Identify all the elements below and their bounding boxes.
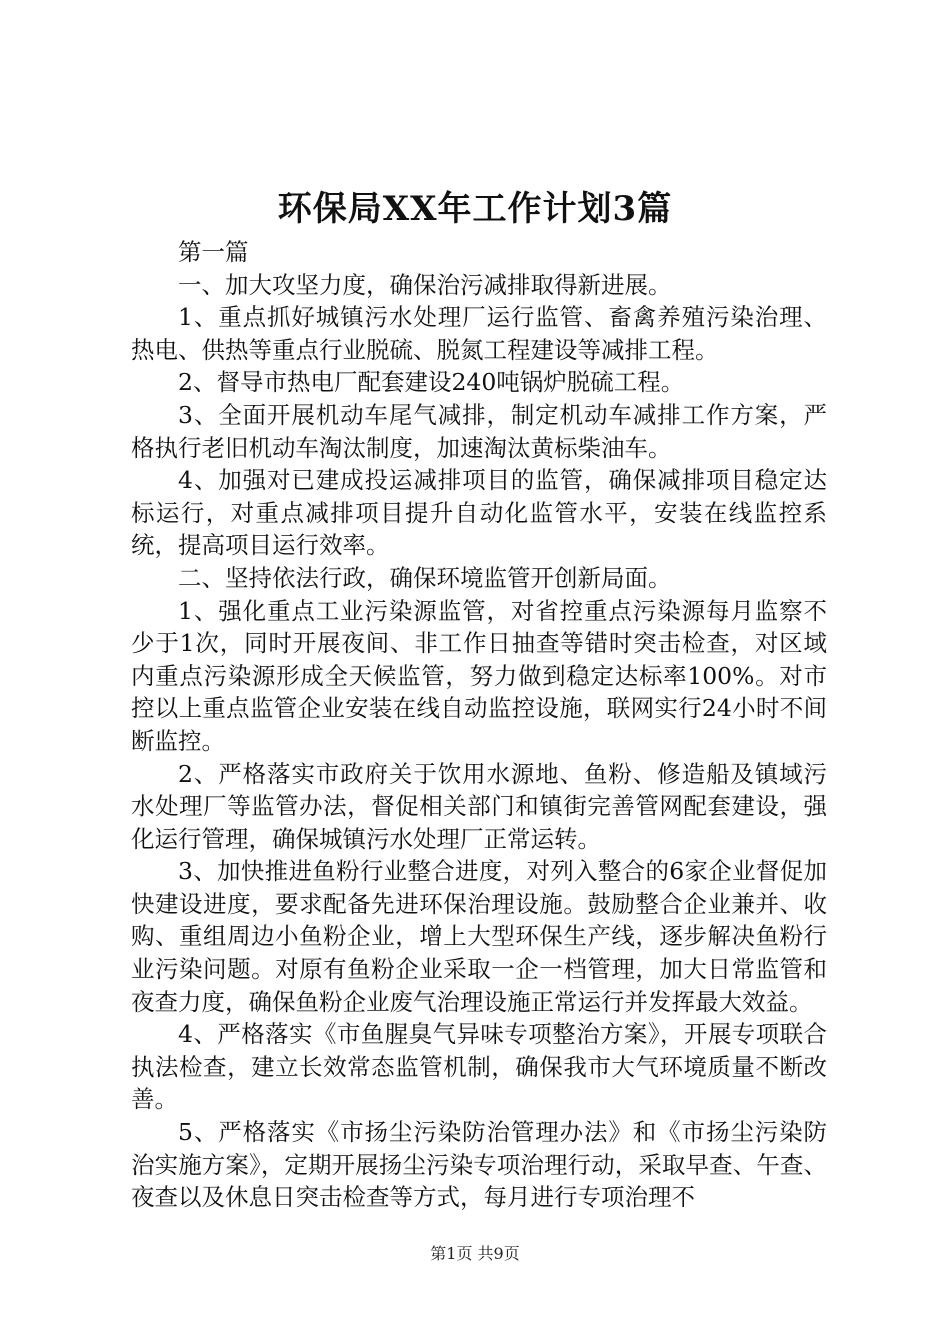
paragraph: 4、加强对已建成投运减排项目的监管，确保减排项目稳定达标运行，对重点减排项目提升自动化监管水平，安装在线监控系统，提高项目运行效率。 xyxy=(131,466,827,560)
paragraph: 5、严格落实《市扬尘污染防治管理办法》和《市扬尘污染防治实施方案》，定期开展扬尘污染专项治理行动，采取早查、午查、夜查以及休息日突击检查等方式，每月进行专项治理不 xyxy=(131,1118,827,1212)
paragraph: 3、全面开展机动车尾气减排，制定机动车减排工作方案，严格执行老旧机动车淘汰制度，加速淘汰黄标柴油车。 xyxy=(131,400,827,462)
document-title: 环保局XX年工作计划3篇 xyxy=(277,189,673,229)
paragraph: 2、督导市热电厂配套建设240吨锅炉脱硫工程。 xyxy=(178,368,685,397)
paragraph-heading-1: 一、加大攻坚力度，确保治污减排取得新进展。 xyxy=(178,270,672,299)
page-number-footer: 第1页 共9页 xyxy=(430,1244,520,1263)
paragraph-section-heading: 第一篇 xyxy=(178,238,249,266)
paragraph: 1、重点抓好城镇污水处理厂运行监管、畜禽养殖污染治理、热电、供热等重点行业脱硫、脱氮工程建设等减排工程。 xyxy=(131,303,827,364)
paragraph: 3、加快推进鱼粉行业整合进度，对列入整合的6家企业督促加快建设进度，要求配备先进环保治理设施。鼓励整合企业兼并、收购、重组周边小鱼粉企业，增上大型环保生产线，逐步解决鱼粉行业污染问题。对原有鱼粉企业采取一企一档管理，加大日常监管和夜查力度，确保鱼粉企业废气治理设施正常运行并发挥最大效益。 xyxy=(131,857,827,1016)
paragraph-heading-2: 二、坚持依法行政，确保环境监管开创新局面。 xyxy=(178,563,672,592)
document-body xyxy=(131,236,827,1214)
paragraph: 1、强化重点工业污染源监管，对省控重点污染源每月监察不少于1次，同时开展夜间、非工作日抽查等错时突击检查，对区域内重点污染源形成全天候监管，努力做到稳定达标率100%。对市控以上重点监管企业安装在线自动监控设施，联网实行24小时不间断监控。 xyxy=(131,596,827,755)
paragraph: 2、严格落实市政府关于饮用水源地、鱼粉、修造船及镇域污水处理厂等监管办法，督促相关部门和镇街完善管网配套建设，强化运行管理，确保城镇污水处理厂正常运转。 xyxy=(131,759,827,853)
paragraph: 4、严格落实《市鱼腥臭气异味专项整治方案》，开展专项联合执法检查，建立长效常态监管机制，确保我市大气环境质量不断改善。 xyxy=(131,1020,827,1114)
